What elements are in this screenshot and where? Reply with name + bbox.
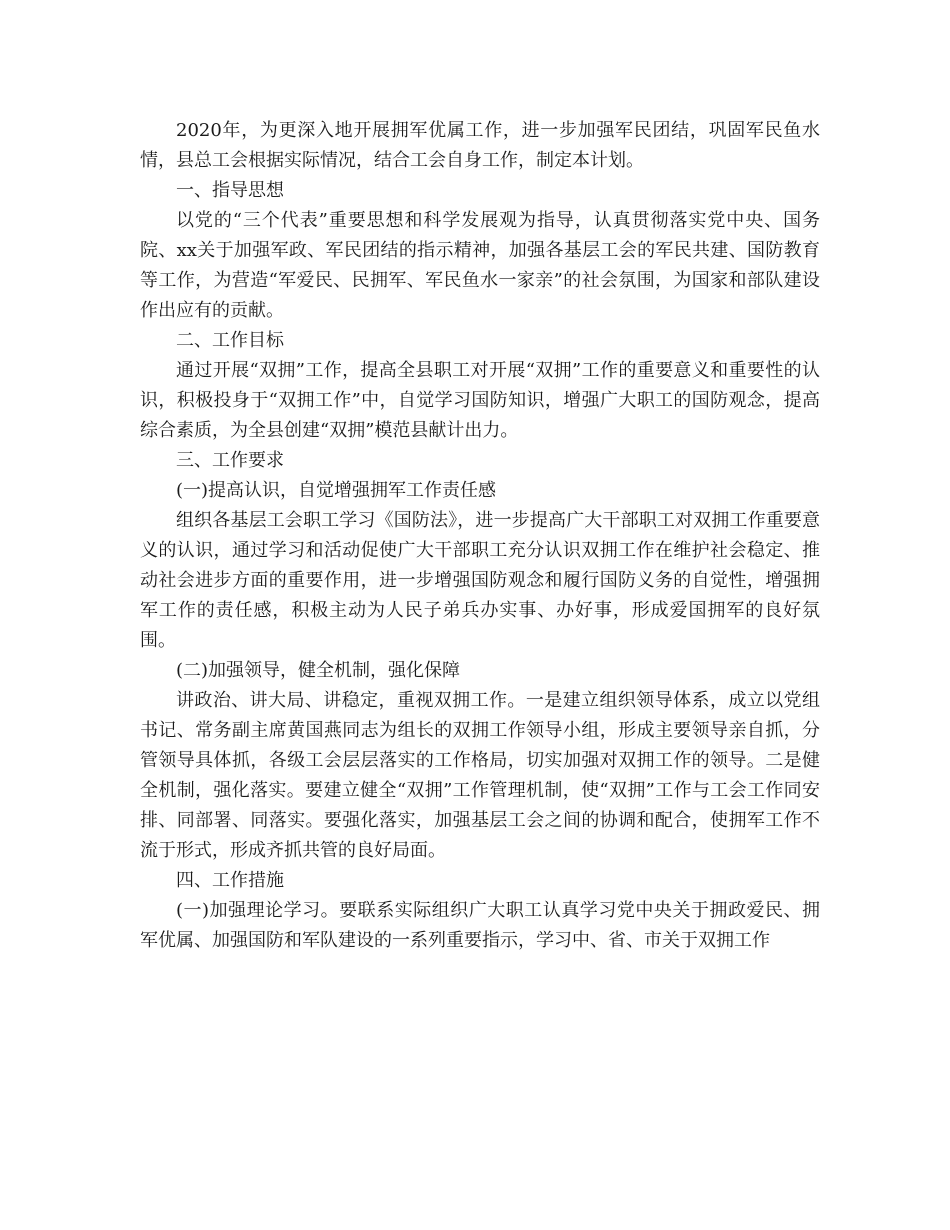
work-goals-paragraph: 通过开展“双拥”工作，提高全县职工对开展“双拥”工作的重要意义和重要性的认识，积极投身于“双拥工作”中，自觉学习国防知识，增强广大职工的国防观念，提高综合素质，为全县创建“双拥”模范县献计出力。 [140,360,820,441]
section-heading-work-measures: 四、工作措施 [176,870,284,891]
subheading-strengthen-leadership: (二)加强领导，健全机制，强化保障 [176,660,461,681]
intro-paragraph: 2020年，为更深入地开展拥军优属工作，进一步加强军民团结，巩固军民鱼水情，县总工会根据实际情况，结合工会自身工作，制定本计划。 [140,120,820,171]
strengthen-leadership-paragraph: 讲政治、讲大局、讲稳定，重视双拥工作。一是建立组织领导体系，成立以党组书记、常务副主席黄国燕同志为组长的双拥工作领导小组，形成主要领导亲自抓，分管领导具体抓，各级工会层层落实的工作格局，切实加强对双拥工作的领导。二是健全机制，强化落实。要建立健全“双拥”工作管理机制，使“双拥”工作与工会工作同安排、同部署、同落实。要强化落实，加强基层工会之间的协调和配合，使拥军工作不流于形式，形成齐抓共管的良好局面。 [140,690,820,861]
section-heading-work-requirements: 三、工作要求 [176,450,284,471]
section-heading-work-goals: 二、工作目标 [176,330,284,351]
document-body [140,116,820,956]
guiding-ideology-paragraph: 以党的“三个代表”重要思想和科学发展观为指导，认真贯彻落实党中央、国务院、xx关于加强军政、军民团结的指示精神，加强各基层工会的军民共建、国防教育等工作，为营造“军爱民、民拥军、军民鱼水一家亲”的社会氛围，为国家和部队建设作出应有的贡献。 [140,210,820,321]
section-heading-guiding-ideology: 一、指导思想 [176,180,284,201]
raise-awareness-paragraph: 组织各基层工会职工学习《国防法》，进一步提高广大干部职工对双拥工作重要意义的认识，通过学习和活动促使广大干部职工充分认识双拥工作在维护社会稳定、推动社会进步方面的重要作用，进一步增强国防观念和履行国防义务的自觉性，增强拥军工作的责任感，积极主动为人民子弟兵办实事、办好事，形成爱国拥军的良好氛围。 [140,510,820,651]
subheading-raise-awareness: (一)提高认识，自觉增强拥军工作责任感 [176,480,497,501]
work-measures-paragraph: (一)加强理论学习。要联系实际组织广大职工认真学习党中央关于拥政爱民、拥军优属、加强国防和军队建设的一系列重要指示，学习中、省、市关于双拥工作 [140,900,820,951]
